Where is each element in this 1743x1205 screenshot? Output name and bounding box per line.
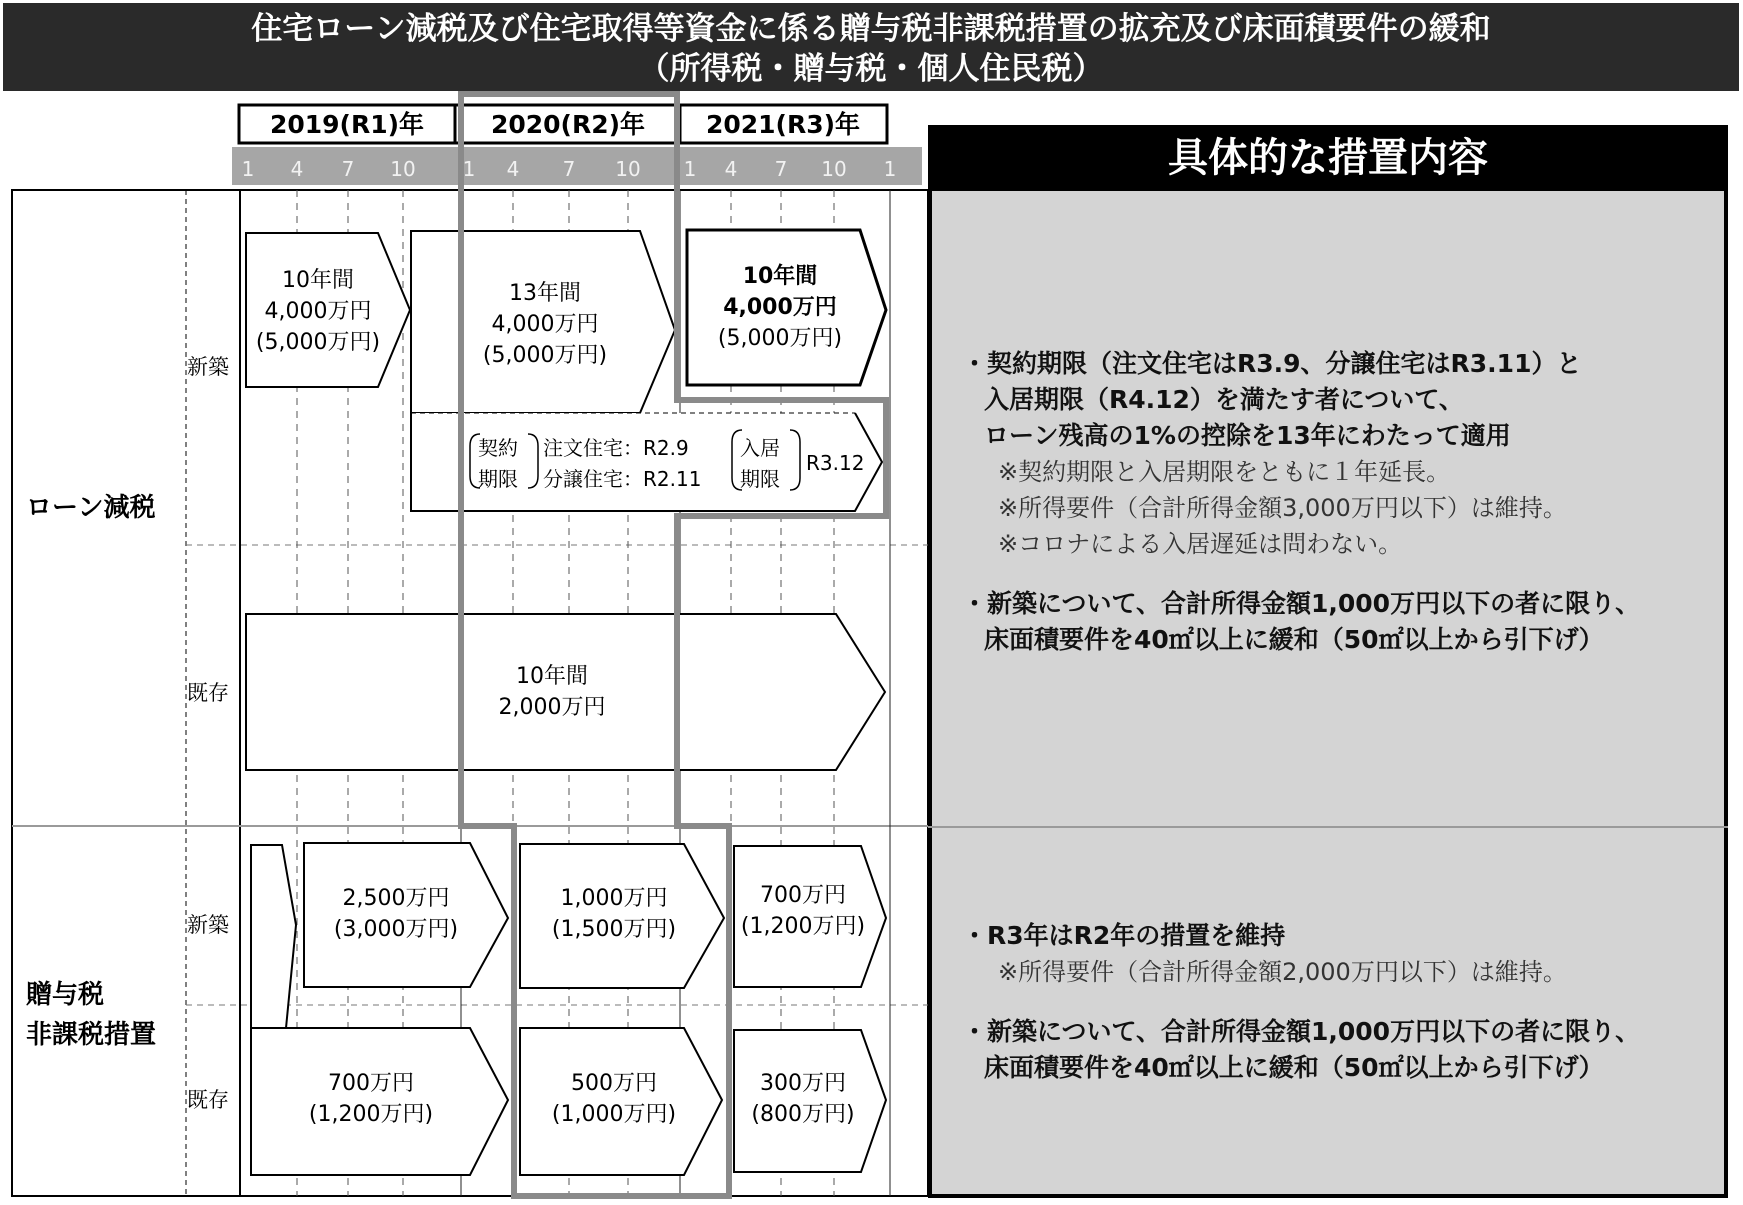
month-label: 1 [241,157,255,181]
condo-deadline: 分譲住宅：R2.11 [543,467,702,491]
month-label: 4 [724,157,738,181]
month-label: 4 [506,157,520,181]
gift-note1: ※所得要件（合計所得金額2,000万円以下）は維持。 [998,958,1567,986]
measures-header: 具体的な措置内容 [928,125,1728,191]
loan-new-2021-limit: 4,000万円 [723,295,837,320]
loan-point1-line3: ローン残高の1%の控除を13年にわたって適用 [984,421,1511,450]
gift-existing-2019-amount-alt: (1,200万円) [308,1102,434,1127]
loan-new-label: 新築 [187,355,229,379]
gift-existing-label: 既存 [187,1088,229,1112]
move-in-label-2: 期限 [740,467,780,491]
gift-point2-line1: ・新築について、合計所得金額1,000万円以下の者に限り、 [962,1017,1641,1046]
loan-existing-term: 10年間 [516,664,588,689]
custom-home-deadline: 注文住宅：R2.9 [543,436,689,460]
month-label: 1 [683,157,697,181]
loan-point1-line2: 入居期限（R4.12）を満たす者について、 [984,385,1464,414]
year-2019-label: 2019(R1)年 [269,110,425,139]
gift-measures [962,918,1722,1086]
contract-label-1: 契約 [478,436,518,460]
gift-new-2021-amount: 700万円 [760,883,846,908]
loan-measures [962,346,1722,658]
loan-new-2020-term: 13年間 [509,281,581,306]
gift-new-2019-amount: 2,500万円 [342,886,450,911]
gift-new-2021-amount-alt: (1,200万円) [740,914,866,939]
loan-new-2021-term: 10年間 [742,264,818,289]
gift-existing-2021-amount-alt: (800万円) [751,1102,855,1127]
loan-tax-label: ローン減税 [26,493,156,523]
loan-new-2020-limit: 4,000万円 [491,312,599,337]
loan-point2-line2: 床面積要件を40㎡以上に緩和（50㎡以上から引下げ） [984,625,1604,654]
measures-divider [928,826,1728,828]
gift-existing-2021-amount: 300万円 [760,1071,846,1096]
gift-new-label: 新築 [187,913,229,937]
loan-existing-arrow [246,614,885,770]
month-label: 1 [883,157,897,181]
loan-existing-label: 既存 [187,681,229,705]
contract-label-2: 期限 [478,467,518,491]
month-label: 10 [821,157,847,181]
month-label: 1 [462,157,476,181]
gift-2019-connector [251,845,296,1028]
loan-new-2020-limit-alt: (5,000万円) [482,343,608,368]
month-label: 10 [390,157,416,181]
month-label: 7 [562,157,576,181]
month-bar [232,147,922,185]
title-line1: 住宅ローン減税及び住宅取得等資金に係る贈与税非課税措置の拡充及び床面積要件の緩和 [251,11,1491,47]
loan-new-2021-limit-alt: (5,000万円) [717,326,843,351]
year-2021-label: 2021(R3)年 [705,110,861,139]
month-label: 7 [341,157,355,181]
move-in-deadline: R3.12 [806,451,865,475]
loan-point1-line1: ・契約期限（注文住宅はR3.9、分譲住宅はR3.11）と [962,349,1582,378]
loan-new-2019-term: 10年間 [282,268,354,293]
gift-existing-2021-arrow [734,1030,886,1172]
gift-new-2019-arrow [304,843,508,987]
move-in-label-1: 入居 [740,436,780,460]
loan-existing-limit: 2,000万円 [498,695,606,720]
gift-existing-2020-amount-alt: (1,000万円) [551,1102,677,1127]
gift-new-2020-amount: 1,000万円 [560,886,668,911]
gift-point1-line1: ・R3年はR2年の措置を維持 [962,921,1286,950]
loan-note2: ※所得要件（合計所得金額3,000万円以下）は維持。 [998,494,1567,522]
loan-note1: ※契約期限と入居期限をともに１年延長。 [998,458,1451,486]
gift-tax-label-1: 贈与税 [26,980,105,1010]
loan-note3: ※コロナによる入居遅延は問わない。 [998,530,1403,558]
gift-tax-label-2: 非課税措置 [26,1020,157,1050]
month-label: 7 [774,157,788,181]
gift-point2-line2: 床面積要件を40㎡以上に緩和（50㎡以上から引下げ） [984,1053,1604,1082]
loan-point2-line1: ・新築について、合計所得金額1,000万円以下の者に限り、 [962,589,1641,618]
measures-panel [928,191,1728,1198]
title-line2: （所得税・贈与税・個人住民税） [638,51,1104,87]
loan-new-2019-limit: 4,000万円 [264,299,372,324]
gift-new-2020-amount-alt: (1,500万円) [551,917,677,942]
month-label: 4 [290,157,304,181]
month-label: 10 [615,157,641,181]
year-2020-label: 2020(R2)年 [490,110,646,139]
gift-new-2020-arrow [520,844,724,988]
gift-existing-2020-amount: 500万円 [571,1071,657,1096]
loan-new-2019-limit-alt: (5,000万円) [255,330,381,355]
gift-existing-2019-amount: 700万円 [328,1071,414,1096]
gift-new-2019-amount-alt: (3,000万円) [333,917,459,942]
